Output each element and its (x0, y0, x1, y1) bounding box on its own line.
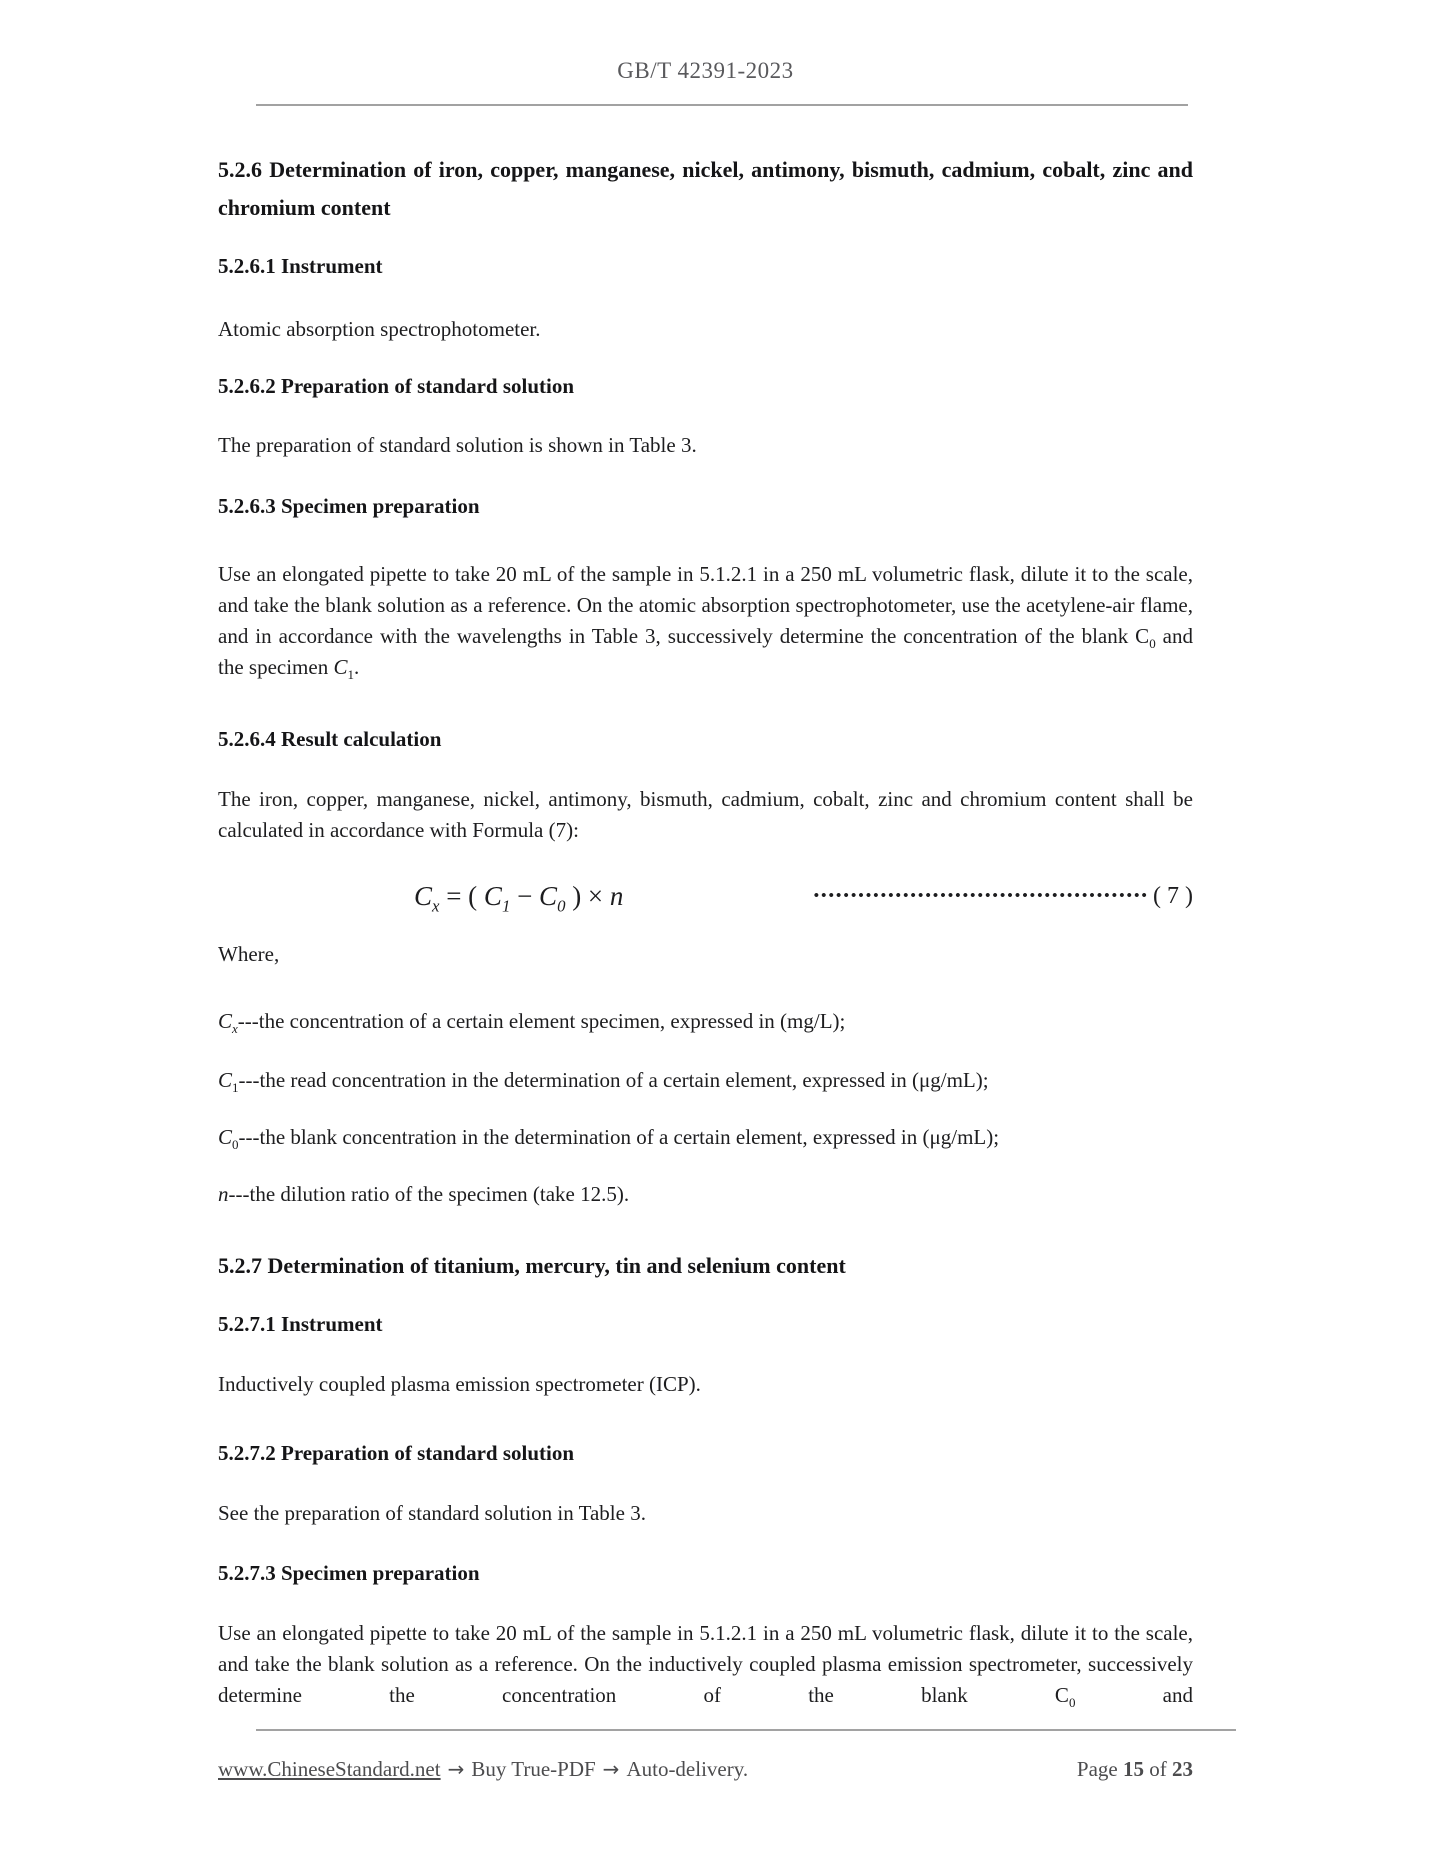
footer-buy-text: Buy True-PDF (471, 1757, 596, 1781)
page-number-total: 23 (1172, 1757, 1193, 1781)
page-label: Page (1076, 1757, 1123, 1781)
page-number-current: 15 (1123, 1757, 1144, 1781)
definition-text: ---the read concentration in the determination of a certain element, expressed in (μg/mL); (238, 1068, 989, 1092)
definition-c0 (218, 1122, 1193, 1153)
definition-subscript: x (232, 1021, 238, 1037)
definition-symbol: C (218, 1068, 233, 1092)
section-heading-5-2-7-2: 5.2.7.2 Preparation of standard solution (218, 1441, 575, 1465)
formula-number: ( 7 ) (1153, 883, 1193, 909)
page-column (218, 0, 1193, 1782)
standard-code-title: GB/T 42391-2023 (617, 58, 794, 83)
paragraph-text: Use an elongated pipette to take 20 mL of the sample in 5.1.2.1 in a 250 mL volumetric flask, dilute it to the scale, and take the blank solution as a reference. On the inductively coupled plasma emission spectrometer, successively determine the concentration of the blank C (218, 1621, 1193, 1707)
page-footer (218, 1757, 1193, 1782)
paragraph-text: and the specimen (218, 624, 1194, 679)
paragraph-specimen-preparation-2 (218, 1618, 1193, 1711)
formula-expression: $C_x$ = ( $C_1 - C_0$ ) × n (414, 881, 624, 916)
definition-cx (218, 1006, 1193, 1037)
definition-symbol: n (218, 1182, 229, 1206)
section-heading-5-2-6-2: 5.2.6.2 Preparation of standard solution (218, 374, 575, 398)
definition-text: ---the blank concentration in the determination of a certain element, expressed in (μg/mL); (238, 1125, 1000, 1149)
definition-c1 (218, 1065, 1193, 1096)
page-indicator (1077, 1757, 1193, 1782)
paragraph-see-table-3: See the preparation of standard solution in Table 3. (218, 1501, 646, 1525)
subscript-1: 1 (347, 667, 354, 683)
subscript-0: 0 (1149, 636, 1156, 652)
where-label: Where, (218, 942, 280, 966)
definition-n (218, 1179, 1193, 1210)
section-heading-5-2-6: 5.2.6 Determination of iron, copper, manganese, nickel, antimony, bismuth, cadmium, cobalt, zinc and chromium content (218, 157, 1193, 220)
footer-rule (256, 1729, 1236, 1731)
right-arrow-icon: → (602, 1757, 620, 1781)
right-arrow-icon: → (447, 1757, 465, 1781)
formula-leader (814, 876, 1193, 916)
formula-row (218, 876, 1193, 916)
paragraph-specimen-preparation-1 (218, 559, 1193, 683)
section-heading-5-2-7: 5.2.7 Determination of titanium, mercury, tin and selenium content (218, 1253, 846, 1278)
footer-delivery-text: Auto-delivery. (626, 1757, 749, 1781)
definition-subscript: 1 (232, 1080, 239, 1096)
definition-symbol: C (218, 1009, 233, 1033)
section-heading-5-2-6-1: 5.2.6.1 Instrument (218, 254, 383, 278)
paragraph-text: . (354, 655, 360, 679)
of-label: of (1144, 1757, 1172, 1781)
paragraph-text: and (1075, 1683, 1193, 1707)
section-heading-5-2-7-3: 5.2.7.3 Specimen preparation (218, 1561, 480, 1585)
header-rule (256, 104, 1188, 106)
definition-text: ---the dilution ratio of the specimen (take 12.5). (228, 1182, 630, 1206)
paragraph-text: Use an elongated pipette to take 20 mL of the sample in 5.1.2.1 in a 250 mL volumetric flask, dilute it to the scale, and take the blank solution as a reference. On the atomic absorption spectrophotometer, use the acetylene-air flame, and in accordance with the wavelengths in Table 3, successively determine the concentration of the blank C (218, 562, 1193, 648)
leader-dots: ••••••••••••••••••••••••••••••••••••••••••••• (813, 888, 1150, 904)
definition-symbol: C (218, 1125, 233, 1149)
section-heading-5-2-7-1: 5.2.7.1 Instrument (218, 1312, 383, 1336)
paragraph-instrument-icp: Inductively coupled plasma emission spectrometer (ICP). (218, 1372, 701, 1396)
paragraph-instrument-aas: Atomic absorption spectrophotometer. (218, 317, 541, 341)
definition-text: ---the concentration of a certain element specimen, expressed in (mg/L); (237, 1009, 846, 1033)
footer-left (218, 1757, 748, 1782)
section-heading-5-2-6-3: 5.2.6.3 Specimen preparation (218, 494, 480, 518)
symbol-c: C (333, 655, 348, 679)
paragraph-standard-solution: The preparation of standard solution is shown in Table 3. (218, 433, 697, 457)
subscript-0: 0 (1068, 1695, 1076, 1711)
section-heading-5-2-6-4: 5.2.6.4 Result calculation (218, 727, 442, 751)
definition-subscript: 0 (232, 1137, 239, 1153)
footer-site-link[interactable]: www.ChineseStandard.net (218, 1757, 441, 1781)
paragraph-result-calculation-intro: The iron, copper, manganese, nickel, antimony, bismuth, cadmium, cobalt, zinc and chromium content shall be calculated in accordance with Formula (7): (218, 787, 1193, 842)
